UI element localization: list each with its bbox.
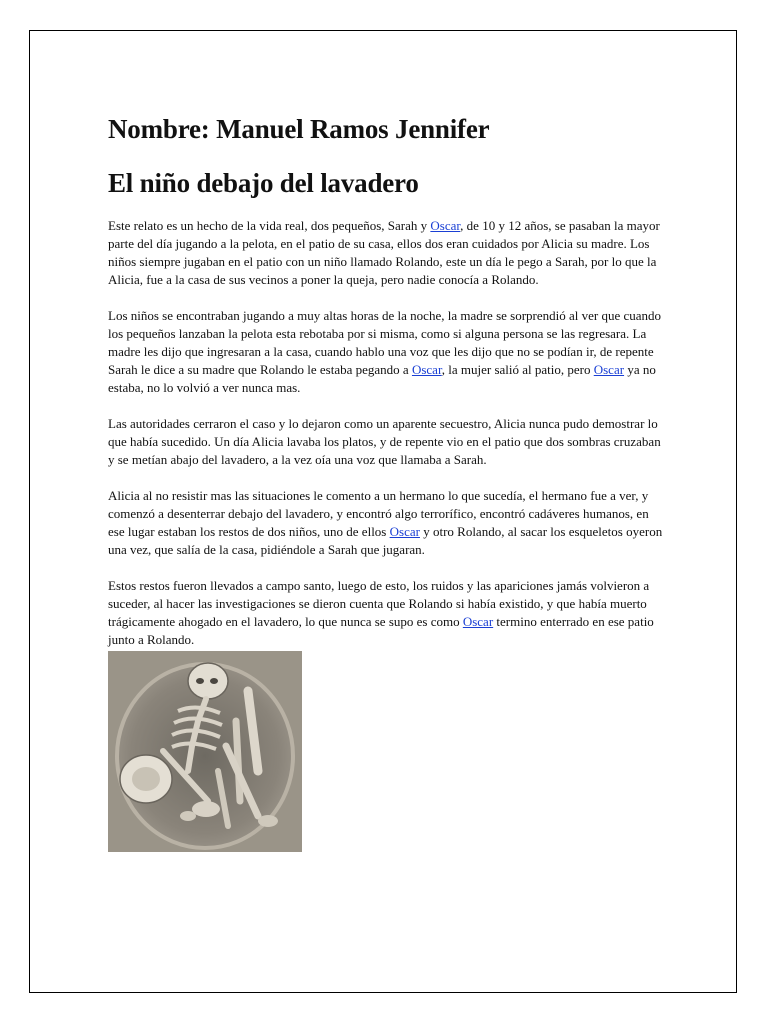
photo-small-bone (258, 815, 278, 827)
paragraph-2-text-a: Los niños se encontraban jugando a muy altas horas de la noche, la madre se sorprendió al ver que cuando los pequeños lanzaban la pelota esta rebotaba por si misma, como si alguna persona se las regresara. La madre les dijo que ingresaran a la casa, cuando hablo una voz que les dijo que no se podían ir, de repente Sarah le dice a su madre que Rolando le estaba pegando a (108, 308, 662, 377)
oscar-link[interactable]: Oscar (462, 614, 494, 629)
oscar-link[interactable]: Oscar (389, 524, 420, 539)
skeleton-photo-icon (108, 651, 302, 852)
paragraph-5-text-a: Estos restos fueron llevados a campo santo, luego de esto, los ruidos y las apariciones jamás volvieron a suceder, al hacer las investigaciones se dieron cuenta que Rolando si había existido, y que había muerto trágicamente ahogado en el lavadero, lo que nunca se supo es como (108, 578, 650, 629)
paragraph-4-text-a: Alicia al no resistir mas las situaciones le comento a un hermano lo que sucedía, el hermano fue a ver, y comenzó a desenterrar debajo del lavadero, y encontró algo terrorífico, encontró cadáveres humanos, en ese lugar estaban los restos de dos niños, uno de ellos (108, 488, 649, 539)
paragraph-2-text-b: , la mujer salió al patio, pero (441, 362, 594, 377)
document-page (29, 30, 737, 993)
paragraph-2 (108, 307, 668, 397)
document-content (108, 113, 668, 852)
name-heading: Nombre: Manuel Ramos Jennifer (108, 114, 490, 144)
photo-small-bone (180, 811, 196, 821)
oscar-link[interactable]: Oscar (430, 218, 461, 233)
paragraph-5 (108, 577, 668, 649)
paragraph-3-text-a: Las autoridades cerraron el caso y lo dejaron como un aparente secuestro, Alicia nunca pudo demostrar lo que había sucedido. Un día Alicia lavaba los platos, y de repente vio en el patio que dos sombras cruzaban y se metían abajo del lavadero, a la vez oía una voz que llamaba a Sarah. (108, 416, 661, 467)
paragraph-2-text-c: ya no estaba, no lo volvió a ver nunca mas. (108, 362, 656, 395)
photo-small-bone (192, 801, 220, 817)
photo-eye-socket (196, 678, 204, 684)
photo-pelvis-inner (132, 767, 160, 791)
photo-eye-socket (210, 678, 218, 684)
paragraph-1-text-a: Este relato es un hecho de la vida real, dos pequeños, Sarah y (108, 218, 431, 233)
paragraph-3 (108, 415, 668, 469)
oscar-link[interactable]: Oscar (411, 362, 442, 377)
paragraph-5-text-b: termino enterrado en ese patio junto a Rolando. (108, 614, 654, 647)
photo-skull (188, 663, 228, 699)
paragraph-1 (108, 217, 668, 289)
story-title: El niño debajo del lavadero (108, 168, 419, 198)
oscar-link[interactable]: Oscar (593, 362, 625, 377)
paragraph-4 (108, 487, 668, 559)
paragraph-1-text-b: , de 10 y 12 años, se pasaban la mayor parte del día jugando a la pelota, en el patio de su casa, ellos dos eran cuidados por Alicia su madre. Los niños siempre jugaban en el patio con un niño llamado Rolando, este un día le pego a Sarah, por lo que la Alicia, fue a la casa de sus vecinos a poner la queja, pero nadie conocía a Rolando. (108, 218, 660, 287)
paragraph-4-text-b: y otro Rolando, al sacar los esqueletos oyeron una vez, que salía de la casa, pidiéndole a Sarah que jugaran. (108, 524, 663, 557)
